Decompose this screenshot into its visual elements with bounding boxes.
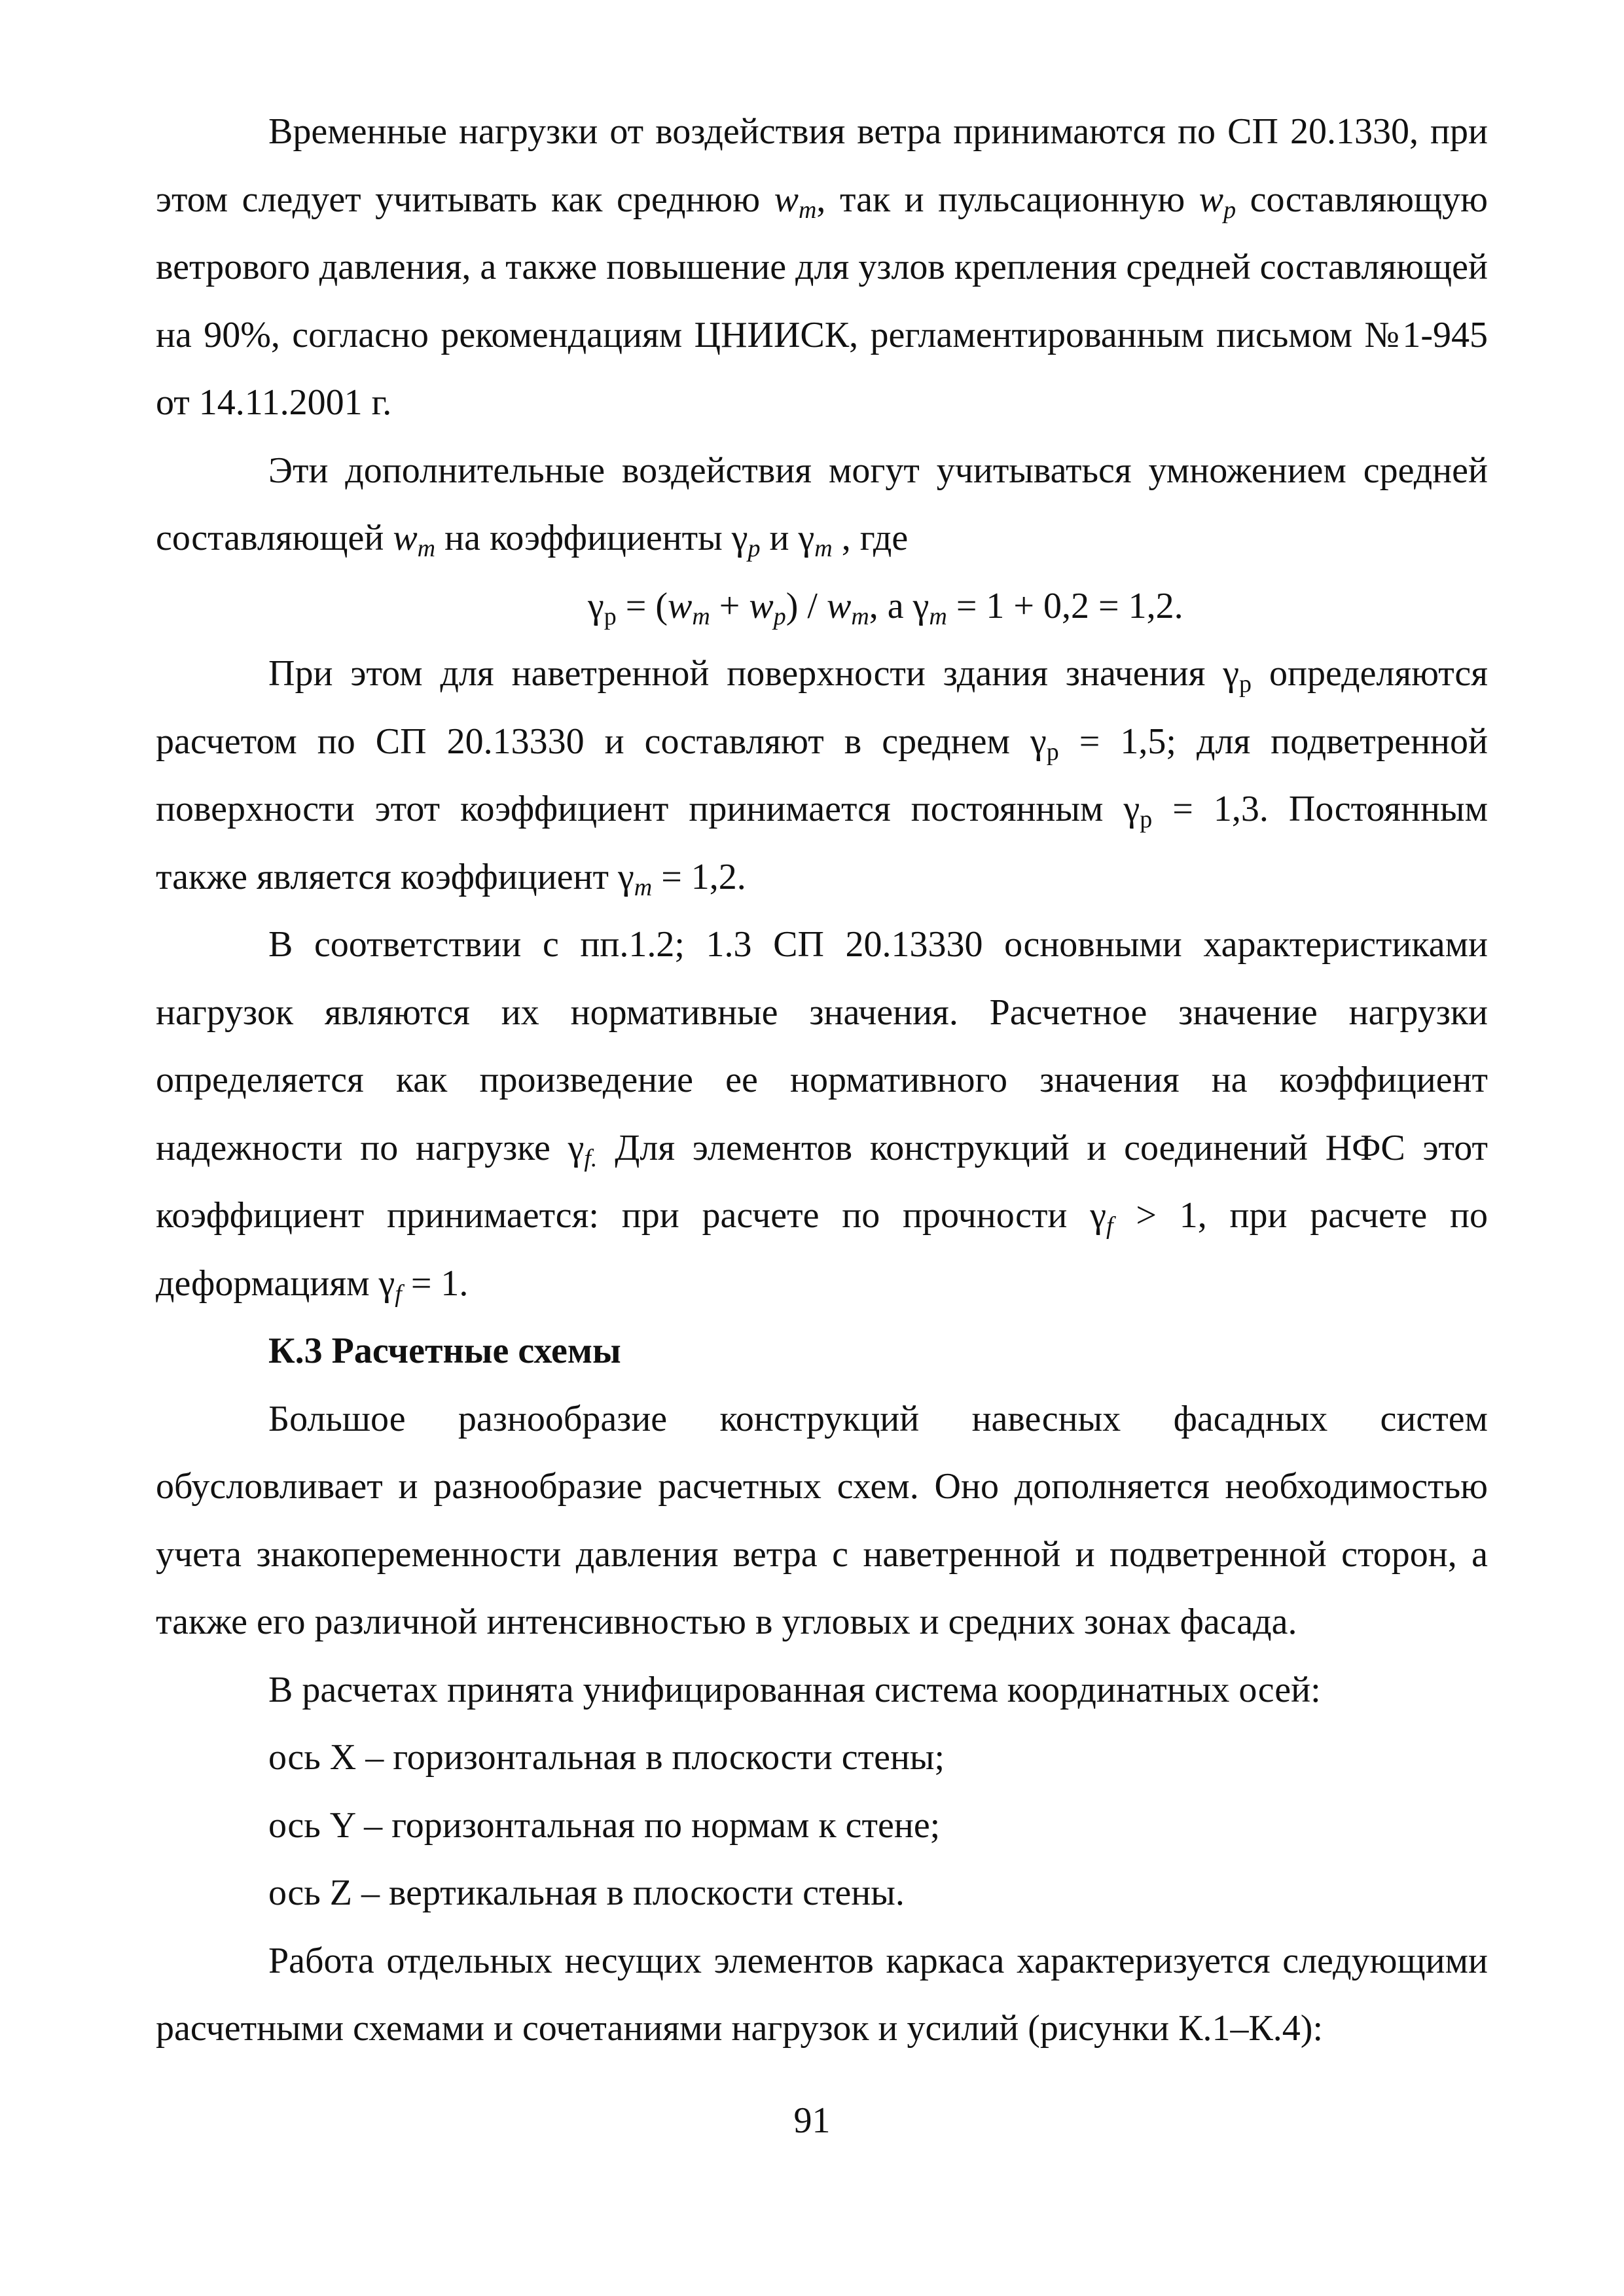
axis-z-item: ось Z – вертикальная в плоскости стены.: [268, 1873, 905, 1913]
paragraph-design-schemes: Большое разнообразие конструкций навесных фасадных систем обусловливает и разнообразие расчетных схем. Оно дополняется необходимостью учета знакопеременности давления ветра с наветренной и подветренной сторон, а также его различной интенсивностью в угловых и средних зонах фасада.: [156, 1398, 1488, 1642]
document-body: [156, 98, 1488, 2063]
page-number: 91: [793, 2100, 831, 2141]
paragraph-additional-effects: Эти дополнительные воздействия могут учитываться умножением средней составляющей $w_m$ на коэффициенты $\gamma_p$ и $\gamma_m$ , где: [156, 450, 1488, 562]
axis-x-item: ось X – горизонтальная в плоскости стены;: [268, 1737, 945, 1778]
paragraph-coordinate-system: В расчетах принята унифицированная система координатных осей:: [268, 1669, 1321, 1710]
axis-y-item: ось Y – горизонтальная по нормам к стене;: [268, 1804, 941, 1846]
paragraph-frame-elements: Работа отдельных несущих элементов каркаса характеризуется следующими расчетными схемами и сочетаниями нагрузок и усилий (рисунки К.1–К.4):: [156, 1940, 1488, 2049]
paragraph-load-characteristics: В соответствии с пп.1.2; 1.3 СП 20.13330 основными характеристиками нагрузок являются их нормативные значения. Расчетное значение нагрузки определяется как произведение ее нормативного значения на коэффициент надежности по нагрузке $\gamma_{f.}$ Для элементов конструкций и соединений НФС этот коэффициент принимается: при расчете по прочности $\gamma_f > 1$, при расчете по деформациям $\gamma_f = 1$.: [156, 924, 1488, 1308]
paragraph-wind-loads: Временные нагрузки от воздействия ветра принимаются по СП 20.1330, при этом следует учитывать как среднюю $w_m$, так и пульсационную $w_p$ составляющую ветрового давления, а также повышение для узлов крепления средней составляющей на 90%, согласно рекомендациям ЦНИИСК, регламентированным письмом №1-945 от 14.11.2001 г.: [156, 111, 1488, 423]
paragraph-windward-surface: При этом для наветренной поверхности здания значения $\gamma_р$ определяются расчетом по СП 20.13330 и составляют в среднем $\gamma_р = 1,5$; для подветренной поверхности этот коэффициент принимается постоянным $\gamma_р = 1,3$. Постоянным также является коэффициент $\gamma_m = 1,2$.: [156, 653, 1489, 901]
formula-gamma: $\gamma_р = (w_m + w_p) / w_m$, а $\gamma_m = 1 + 0,2 = 1,2$.: [588, 585, 1183, 630]
section-heading: К.3 Расчетные схемы: [268, 1331, 621, 1371]
